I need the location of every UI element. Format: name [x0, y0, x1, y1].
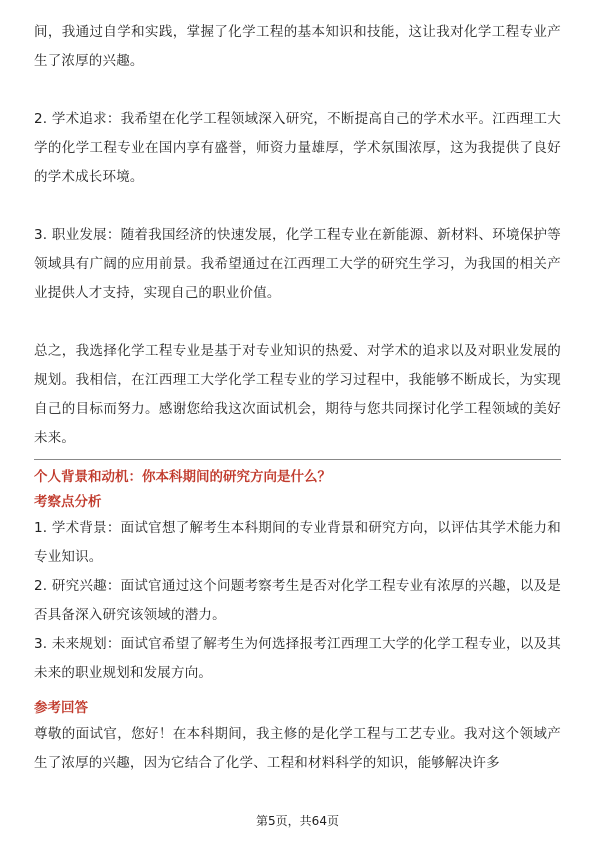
analysis-item: 2. 研究兴趣：面试官通过这个问题考察考生是否对化学工程专业有浓厚的兴趣，以及是否具备深入研究该领域的潜力。 [34, 578, 561, 623]
answer-heading: 参考回答 [34, 700, 88, 716]
point-academic: 2. 学术追求：我希望在化学工程领域深入研究，不断提高自己的学术水平。江西理工大学的化学工程专业在国内享有盛誉，师资力量雄厚，学术氛围浓厚，这为我提供了良好的学术成长环境。 [34, 111, 561, 185]
section-divider [34, 459, 561, 460]
analysis-item: 3. 未来规划：面试官希望了解考生为何选择报考江西理工大学的化学工程专业，以及其未来的职业规划和发展方向。 [34, 636, 561, 681]
answer-paragraph: 尊敬的面试官，您好！在本科期间，我主修的是化学工程与工艺专业。我对这个领域产生了浓厚的兴趣，因为它结合了化学、工程和材料科学的知识，能够解决许多 [34, 726, 561, 771]
intro-paragraph: 间，我通过自学和实践，掌握了化学工程的基本知识和技能，这让我对化学工程专业产生了浓厚的兴趣。 [34, 24, 561, 69]
analysis-item: 1. 学术背景：面试官想了解考生本科期间的专业背景和研究方向，以评估其学术能力和专业知识。 [34, 520, 561, 565]
point-career: 3. 职业发展：随着我国经济的快速发展，化学工程专业在新能源、新材料、环境保护等领域具有广阔的应用前景。我希望通过在江西理工大学的研究生学习，为我国的相关产业提供人才支持，实现自己的职业价值。 [34, 227, 561, 301]
document-page [34, 18, 561, 778]
page-number: 第5页，共64页 [256, 814, 339, 828]
question-title: 个人背景和动机：你本科期间的研究方向是什么？ [34, 469, 331, 485]
analysis-heading: 考察点分析 [34, 494, 102, 510]
conclusion-paragraph: 总之，我选择化学工程专业是基于对专业知识的热爱、对学术的追求以及对职业发展的规划。我相信，在江西理工大学化学工程专业的学习过程中，我能够不断成长，为实现自己的目标而努力。感谢您给我这次面试机会，期待与您共同探讨化学工程领域的美好未来。 [34, 343, 561, 446]
